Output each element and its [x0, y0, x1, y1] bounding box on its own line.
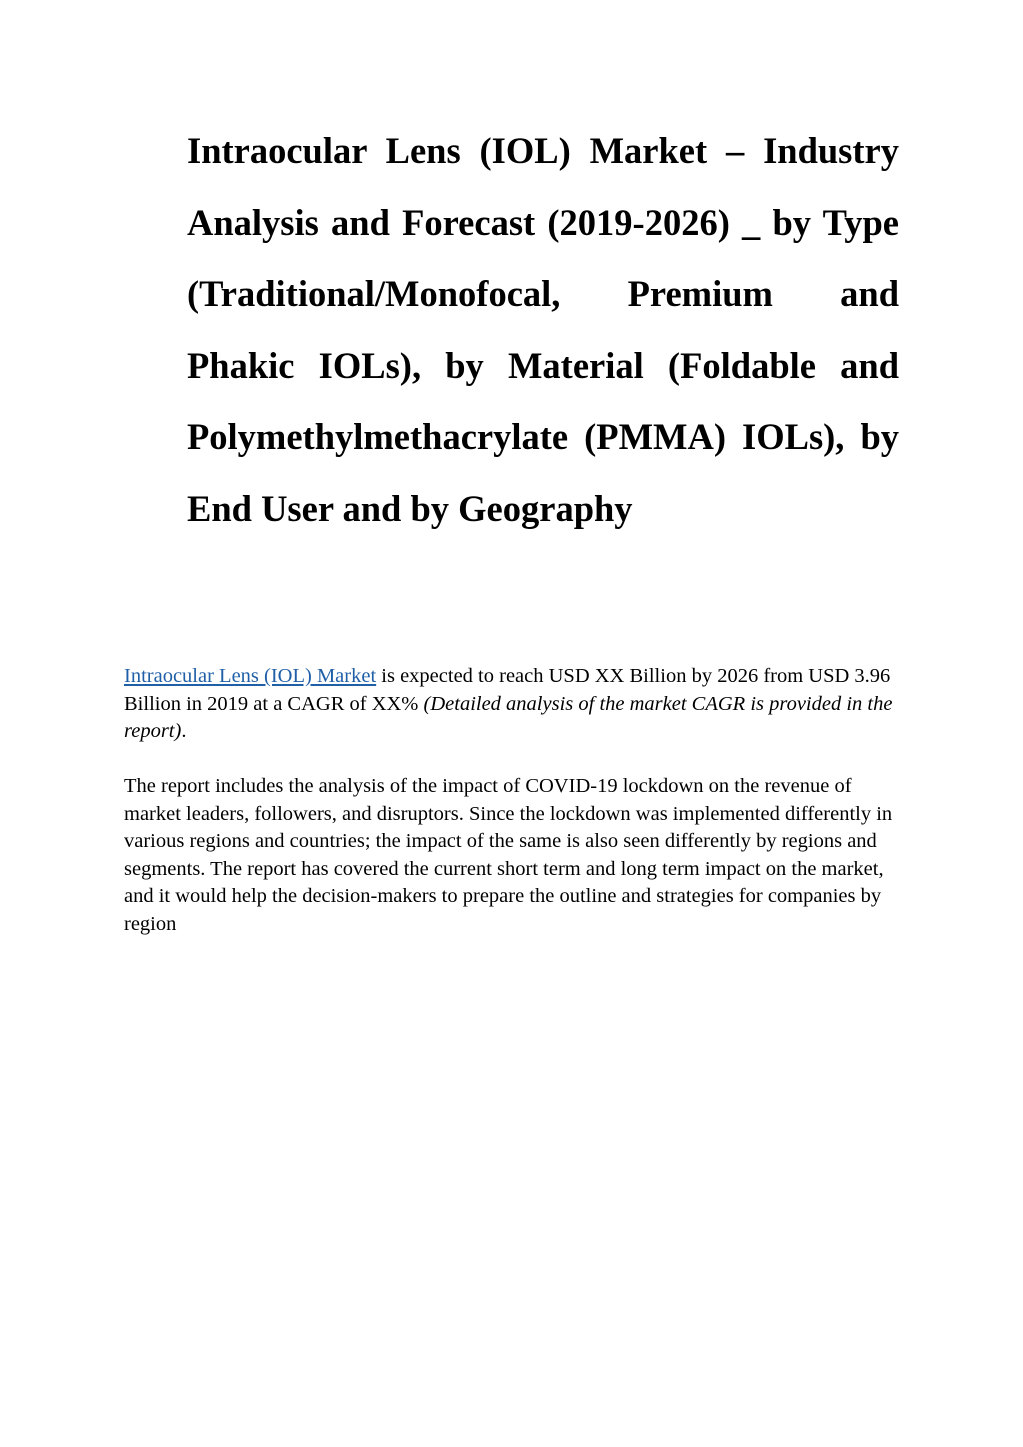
page-title: Intraocular Lens (IOL) Market – Industry Analysis and Forecast (2019-2026) _ by Type (Traditional/Monofocal, Premium and Phakic IOLs), by Material (Foldable and Polymethylmethacrylate (PMMA) IOLs), by End User and by Geography — [187, 130, 899, 529]
market-link[interactable]: Intraocular Lens (IOL) Market — [124, 665, 377, 687]
intro-end: . — [181, 720, 187, 743]
intro-text: is expected to reach USD XX Billion by 2026 from USD 3.96 Billion in 2019 at a CAGR of XX% — [124, 665, 891, 715]
covid-impact-paragraph: The report includes the analysis of the impact of COVID-19 lockdown on the revenue of market leaders, followers, and disruptors. Since the lockdown was implemented differently in various regions and countries; the impact of the same is also seen differently by regions and segments. The report has covered the current short term and long term impact on the market, and it would help the decision-makers to prepare the outline and strategies for companies by region — [124, 775, 893, 935]
cagr-note: (Detailed analysis of the market CAGR is provided in the report) — [124, 692, 893, 743]
intro-paragraph — [124, 663, 904, 746]
